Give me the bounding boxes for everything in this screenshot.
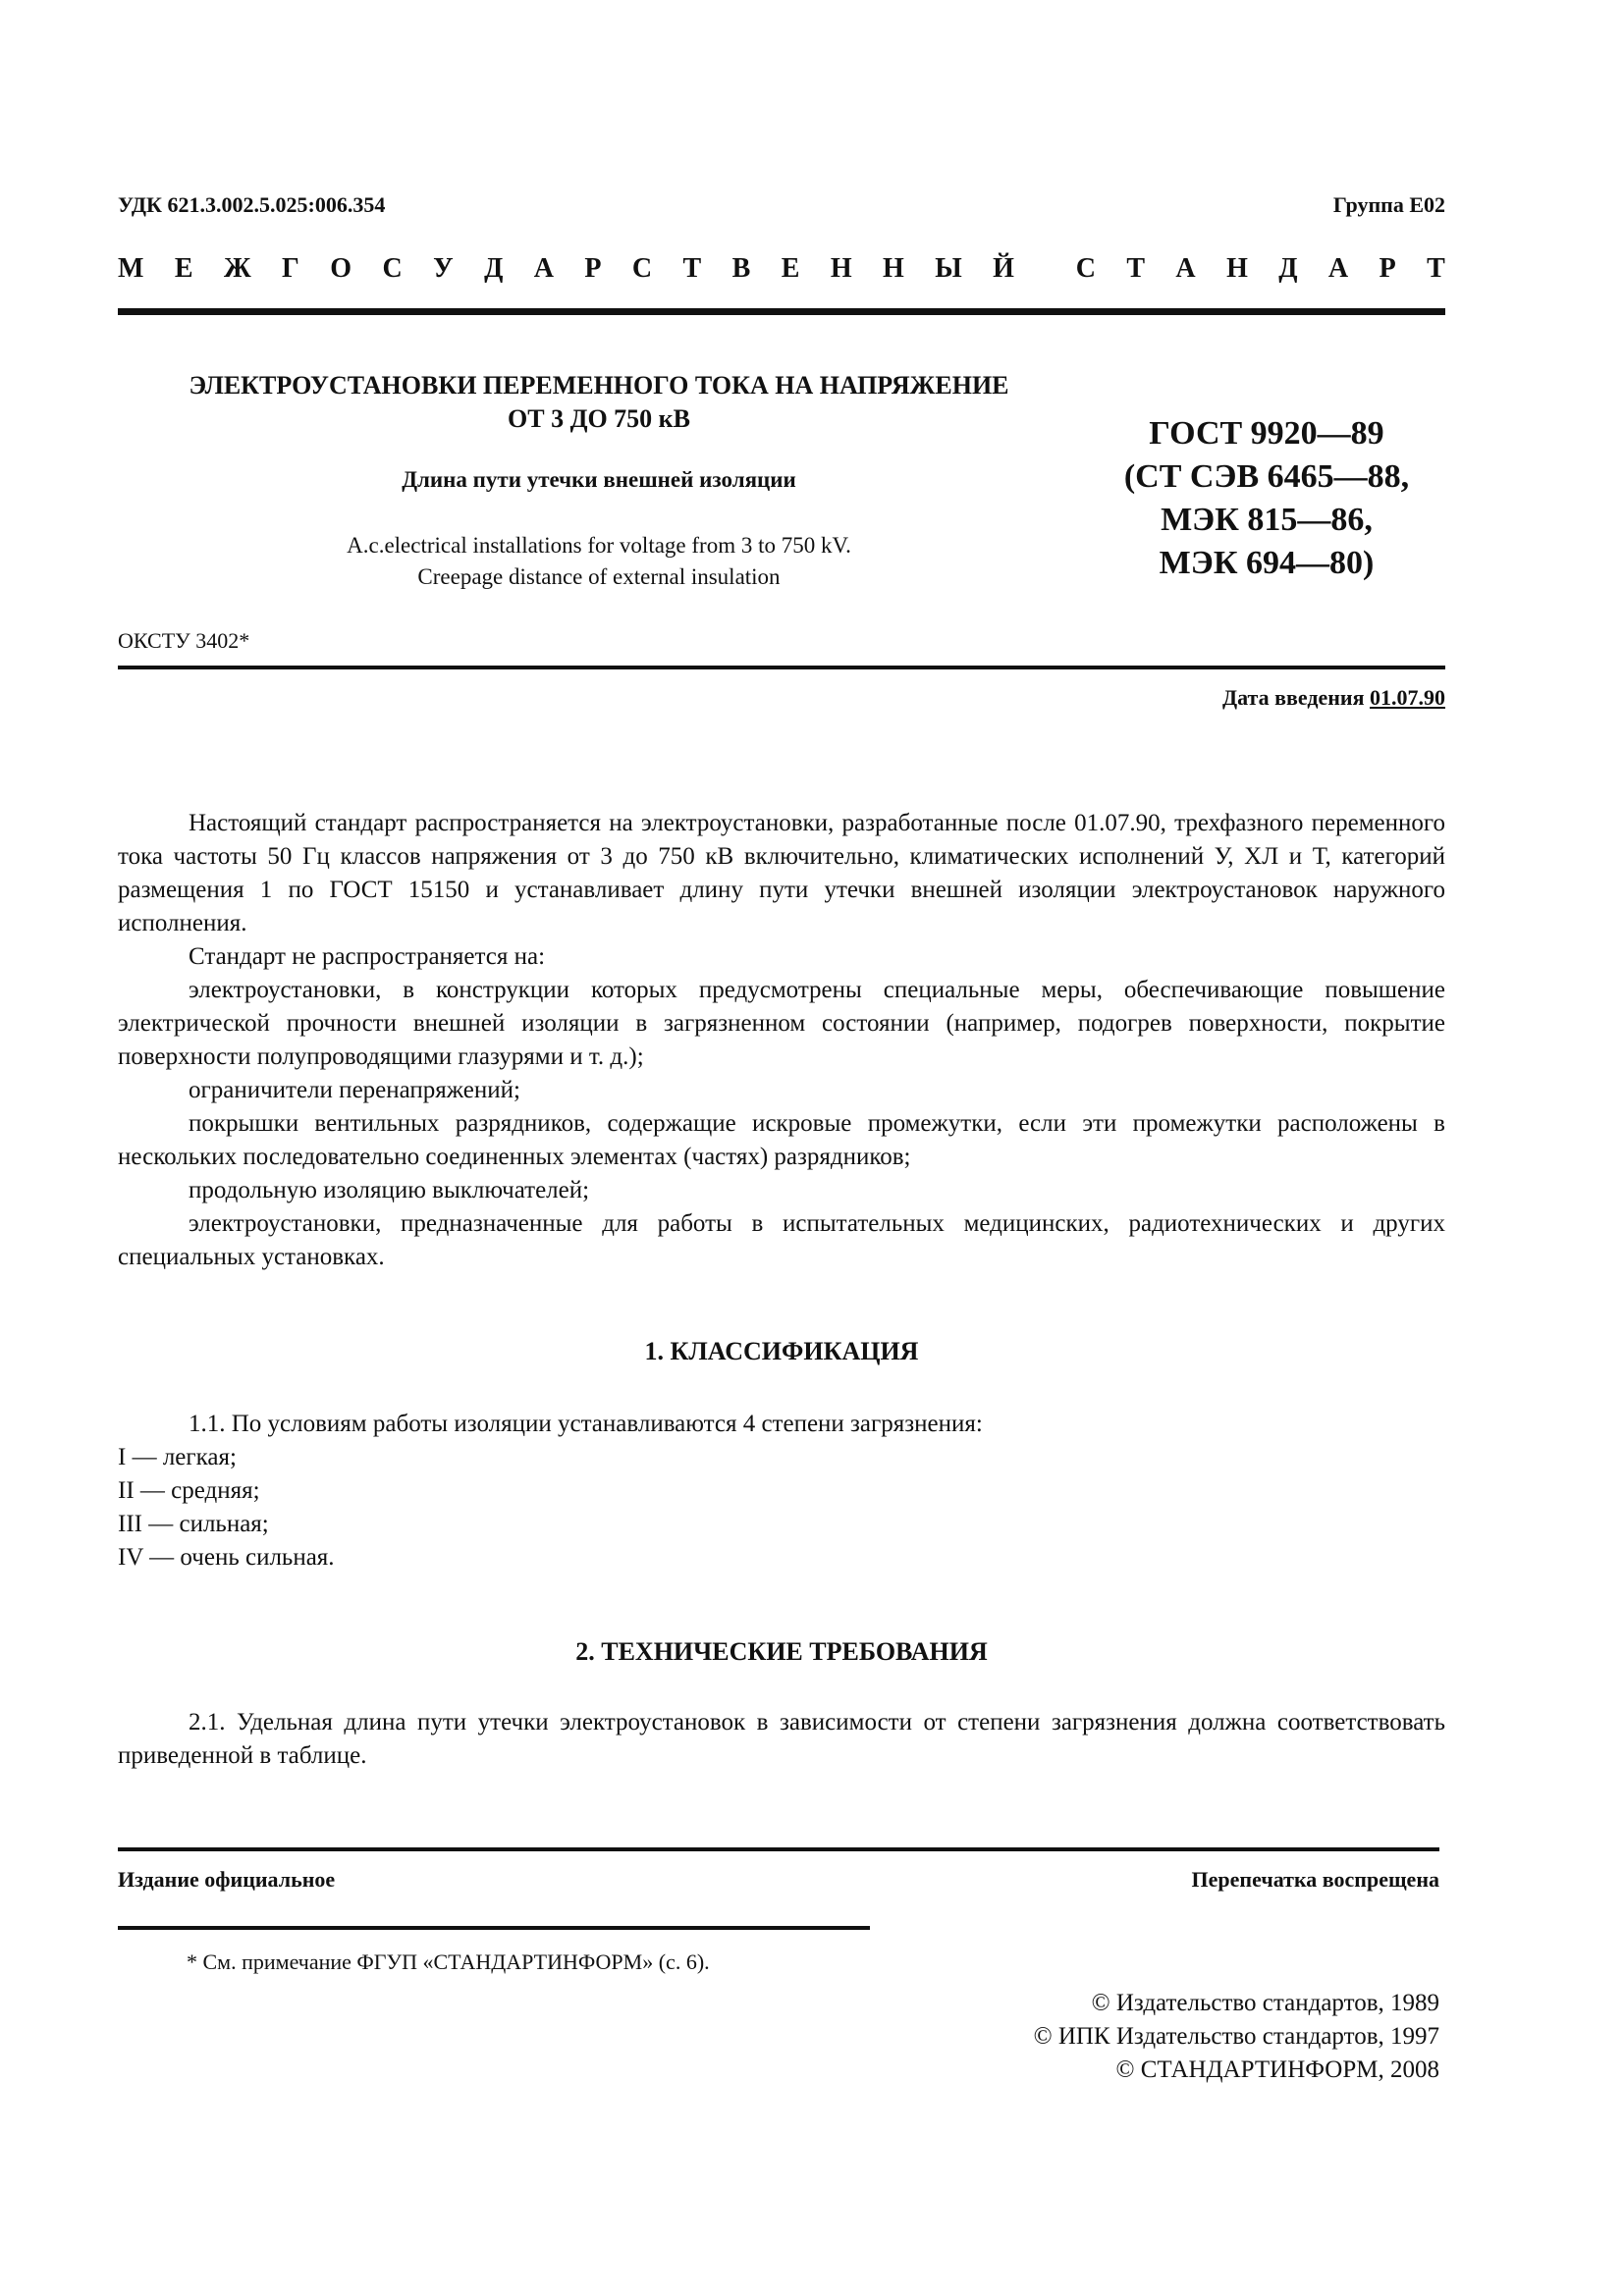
heading-letter: Ж [223, 253, 251, 284]
title-line-1: ЭЛЕКТРОУСТАНОВКИ ПЕРЕМЕННОГО ТОКА НА НАПРЯЖЕНИЕ [189, 371, 1009, 400]
heading-letter: Н [830, 253, 852, 284]
intro-paragraph: Настоящий стандарт распространяется на электроустановки, разработанные после 01.07.90, трехфазного переменного тока частоты 50 Гц классов напряжения от 3 до 750 кВ включительно, климатических исполнений У, ХЛ и Т, категорий размещения 1 по ГОСТ 15150 и устанавливает длину пути утечки внешней изоляции электроустановок наружного исполнения. [118, 810, 1445, 936]
clause-2-1: 2.1. Удельная длина пути утечки электроустановок в зависимости от степени загрязнения должна соответствовать приведенной в таблице. [118, 1709, 1445, 1769]
intro-paragraph: продольную изоляцию выключателей; [189, 1177, 590, 1203]
copyright-line: © ИПК Издательство стандартов, 1997 [1033, 2023, 1439, 2050]
effective-date-value: 01.07.90 [1370, 685, 1445, 710]
heading-letter: С [631, 253, 653, 284]
heading-letter: А [533, 253, 554, 284]
heading-letter: Д [484, 253, 504, 284]
designation-line-3: МЭК 815—86, [1161, 502, 1373, 538]
okstu-code: ОКСТУ 3402* [118, 628, 250, 653]
document-title [118, 369, 1080, 436]
heading-letter: Н [883, 253, 904, 284]
heading-letter: Г [282, 253, 299, 284]
effective-date-label: Дата введения [1221, 685, 1365, 710]
heading-letter: С [382, 253, 403, 284]
heading-letter: Й [993, 253, 1014, 284]
intro-paragraph: электроустановки, в конструкции которых предусмотрены специальные меры, обеспечивающие повышение электрической прочности внешней изоляции в загрязненном состоянии (например, подогрев поверхности, покрытие поверхности полупроводящими глазурями и т. д.); [118, 977, 1445, 1070]
introduction [118, 807, 1445, 1274]
standard-type-heading [118, 253, 1445, 285]
heading-letter: Т [1427, 253, 1445, 284]
heading-letter: Т [1126, 253, 1146, 284]
designation-line-2: (СТ СЭВ 6465—88, [1123, 458, 1410, 495]
intro-paragraph: покрышки вентильных разрядников, содержащие искровые промежутки, если эти промежутки расположены в нескольких последовательно соединенных элементах (частях) разрядников; [118, 1110, 1445, 1170]
title-line-2: ОТ 3 ДО 750 кВ [508, 404, 690, 433]
udk-code: УДК 621.3.002.5.025:006.354 [118, 192, 386, 217]
heading-letter: У [433, 253, 454, 284]
standard-designation [1090, 412, 1443, 585]
section-1-heading: 1. КЛАССИФИКАЦИЯ [644, 1337, 919, 1365]
clause-1-1: 1.1. По условиям работы изоляции устанавливаются 4 степени загрязнения: [189, 1411, 983, 1437]
heading-letter: Р [1379, 253, 1396, 284]
pollution-degrees [118, 1408, 1445, 1575]
english-title [118, 530, 1080, 593]
heading-letter: А [1327, 253, 1349, 284]
reprint-prohibited: Перепечатка воспрещена [1191, 1867, 1439, 1892]
copyright-line: © Издательство стандартов, 1989 [1091, 1990, 1439, 2016]
list-item: IV — очень сильная. [118, 1544, 335, 1571]
intro-paragraph: Стандарт не распространяется на: [189, 943, 546, 970]
heading-letter: М [118, 253, 144, 284]
group-code: Группа Е02 [1332, 192, 1445, 217]
heading-letter: Н [1226, 253, 1248, 284]
english-title-line-2: Creepage distance of external insulation [417, 564, 781, 589]
footnote-rule [118, 1926, 870, 1930]
heading-letter: О [330, 253, 352, 284]
title-block-rule [118, 666, 1445, 669]
heading-letter: Е [174, 253, 193, 284]
list-item: II — средняя; [118, 1477, 260, 1504]
heading-letter: С [1075, 253, 1096, 284]
clause-2-1-block [118, 1706, 1445, 1773]
heading-letter: Д [1278, 253, 1298, 284]
official-edition: Издание официальное [118, 1867, 336, 1892]
effective-date [1222, 685, 1445, 711]
heading-letter: Е [781, 253, 800, 284]
section-2-heading: 2. ТЕХНИЧЕСКИЕ ТРЕБОВАНИЯ [575, 1637, 988, 1666]
designation-line-4: МЭК 694—80) [1159, 545, 1375, 581]
heading-letter: А [1175, 253, 1196, 284]
intro-paragraph: ограничители перенапряжений; [189, 1077, 520, 1103]
footer-rule [118, 1847, 1439, 1851]
intro-paragraph: электроустановки, предназначенные для работы в испытательных медицинских, радиотехнических и других специальных установках. [118, 1210, 1445, 1270]
heading-letter: Ы [935, 253, 962, 284]
designation-line-1: ГОСТ 9920—89 [1149, 415, 1384, 452]
list-item: I — легкая; [118, 1444, 237, 1470]
heading-letter: Р [584, 253, 602, 284]
copyright-line: © СТАНДАРТИНФОРМ, 2008 [1115, 2056, 1439, 2083]
heading-letter: Т [682, 253, 702, 284]
header-rule [118, 308, 1445, 315]
english-title-line-1: A.c.electrical installations for voltage from 3 to 750 kV. [347, 533, 851, 558]
footnote: * См. примечание ФГУП «СТАНДАРТИНФОРМ» (с. 6). [187, 1949, 710, 1974]
list-item: III — сильная; [118, 1511, 269, 1537]
copyrights [1034, 1987, 1439, 2087]
heading-letter: В [731, 253, 751, 284]
document-subtitle: Длина пути утечки внешней изоляции [402, 467, 796, 492]
